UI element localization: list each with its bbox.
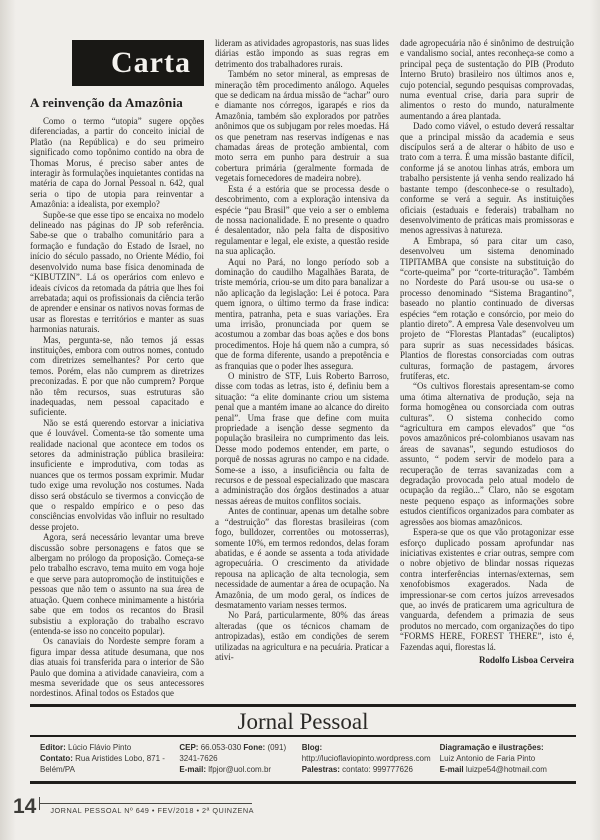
- masthead-design-block: [440, 742, 570, 775]
- email2-value: luizpe54@hotmail.com: [465, 765, 547, 774]
- paragraph: No Pará, particularmente, 80% das áreas alteradas (que os técnicos chamam de antropizadas), estão em condições de serem utilizadas na agricultura e na pecuária. Praticar a ativi-: [215, 610, 389, 662]
- article-body: [30, 38, 576, 698]
- paragraph: Também no setor mineral, as empresas de mineração têm procedimento análogo. Aqueles que se dedicam na árdua missão de “achar” ouro e diamante nos córregos, igarapés e rios da Amazônia, também são explorados por patrões anônimos que os subjugam por reles moedas. Há os que penetram nas reservas indígenas e nas chamadas áreas de proteção ambiental, com moto serra em punho para destruir a sua cobertura primária (geralmente formada de vegetais fornecedores de madeira nobre).: [215, 69, 389, 184]
- issue-info: JORNAL PESSOAL Nº 649 • FEV/2018 • 2ª QUINZENA: [40, 803, 252, 815]
- paragraph: Espera-se que os que vão protagonizar esse esforço duplicado possam aprofundar nas iniciativas existentes e criar outras, sempre com o nobre objetivo de blindar nossas riquezas contra interferências internas/externas, sem xenofobismos exagerados. Nada de impressionar-se com certos juízos arrevesados que, ao invés de praticarem uma agricultura de vanguarda, defendem a primazia de seus produtos no mercado, com organizações do tipo “FORMS HERE, FOREST THERE”, isto é, Fazendas aqui, florestas lá.: [400, 527, 574, 652]
- paragraph: A Embrapa, só para citar um caso, desenvolveu um sistema denominado TIPITAMBA que consiste na substituição do “corte-queima” por “corte-trituração”. Também no Nordeste do Pará usou-se ou usa-se o processo denominado “Sistema Bragantino”, baseado no plantio continuado de diversas espécies “em rotação e consórcio, por meio do plantio direto”. A empresa Vale desenvolveu um projeto de “Florestas Plantadas” (eucaliptos) para suprir as suas necessidades básicas. Plantios de florestas consorciadas com outras culturas, formação de pastagem, árvores frutíferas, etc.: [400, 235, 574, 381]
- contact-address: Rua Aristides Lobo, 871 - Belém/PA: [40, 754, 165, 774]
- author-byline: Rodolfo Lisboa Cerveira: [479, 654, 574, 665]
- masthead-cep-block: [179, 742, 292, 775]
- masthead-title: Jornal Pessoal: [30, 707, 576, 737]
- paragraph: Antes de continuar, apenas um detalhe sobre a “destruição” das florestas brasileiras (com fogo, bulldozer, correntões ou motosserras), somente 10%, em termos redondos, delas foram abatidas, e é aonde se assenta a toda atividade agropecuária. O crescimento da atividade repousa na aplicação de alta tecnologia, sem necessidade de aumentar a área de ocupação. Na Amazônia, de um modo geral, os índices de desmatamento variam nesses termos.: [215, 506, 389, 610]
- section-label: Carta: [111, 46, 191, 79]
- masthead-blog-block: [302, 742, 431, 775]
- paragraph: dade agropecuária não é sinônimo de destruição e vandalismo social, antes reconheça-se como a principal peça de sustentação do PIB (Produto Interno Bruto) brasileiro nos últimos anos e, cujo potencial, segundo pesquisas comprovadas, numa eventual crise, daria para suprir de alimentos o resto do mundo, naturalmente aumentando a área plantada.: [400, 38, 574, 121]
- column-1: [30, 38, 204, 698]
- masthead-info: [30, 737, 576, 781]
- paragraph: Os canaviais do Nordeste sempre foram a figura impar dessa atitude desumana, que nos dias atuais foi transferida para o interior de São Paulo que domina a atividade canavieira, com a mesma severidade que os seus antecessores nordestinos. Afinal todos os Estados que: [30, 636, 204, 698]
- paragraph: Esta é a estória que se processa desde o descobrimento, com a exploração intensiva da espécie “pau Brasil” que veio a ser o emblema de nossa nacionalidade. E no presente o quadro é desalentador, não pela falta de dispositivo regulamentar e legal, ele existe, a questão reside na sua aplicação.: [215, 183, 389, 257]
- editor-name: Lúcio Flávio Pinto: [68, 743, 132, 752]
- paragraph: “Os cultivos florestais apresentam-se como uma ótima alternativa de produção, seja na forma homogênea ou consorciada com outras culturas”. O sistema conhecido como “agricultura em campos elevados” que “os povos amazônicos pré-colombianos usavam nas áreas de savanas”, segundo estudiosos do assunto, “ podem servir de modelo para a recuperação de terras savanizadas com a degradação provocada pelo atual modelo de ocupação da região...” Claro, não se esgotam neste pequeno espaço as informações sobre estudos científicos organizados para combater as agressões aos biomas amazônicos.: [400, 381, 574, 527]
- email-value: lfpjor@uol.com.br: [208, 765, 272, 774]
- palestras-label: Palestras:: [301, 765, 340, 774]
- section-header-carta: [72, 40, 204, 86]
- paragraph: O ministro de STF, Luis Roberto Barroso, disse com todas as letras, isto é, definiu bem a situação: “a elite dominante criou um sistema penal que a mantém imane ao alcance do direito penal”. Uma frase que define com muita propriedade a isenção desse segmento da população brasileira no cumprimento das leis. Desse modo podemos entender, em parte, o porquê de nossas agruras no campo e na cidade. Some-se a isso, a insuficiência ou falta de recursos e de pessoal especializado que mascara a administração dos órgãos destinados a atuar nessas aéreas de muitos conflitos sociais.: [215, 371, 389, 506]
- paragraph: Aqui no Pará, no longo período sob a dominação do caudilho Magalhães Barata, de triste memória, criou-se um dito para banalizar a não aplicação da legislação: Lei é potoca. Para quem ignora, o último termo da frase indica: mentira, patranha, peta e suas variações. Era uma irrisão, pronunciada por quem se acostumou a zombar das boas ações e dos bons procedimentos. Hoje há quem não a cumpra, só que de forma diferente, usando a prepotência e as franquias que o poder lhes assegura.: [215, 256, 389, 371]
- masthead-editor-block: [40, 742, 170, 775]
- paragraph: Como o termo “utopia” sugere opções diferenciadas, a partir do conceito inicial de Platão (na República) e do seu primeiro significado como topônimo contido na obra de Thomas Morus, é preciso saber antes de interagir às formulações inquietantes contidas na matéria de capa do Jornal Pessoal n. 642, qual seria o tipo de utopia para reinventar a Amazônia: a idealista, por exemplo?: [30, 116, 204, 210]
- column-2: [215, 38, 389, 698]
- palestras-value: contato: 999777626: [342, 765, 413, 774]
- paragraph: Supõe-se que esse tipo se encaixa no modelo delineado nas páginas do JP sob referência. Sabe-se que o trabalho comunitário para a formação e fundação do Estado de Israel, no início do século passado, no Oriente Médio, foi desenvolvido numa base física denominada de “KIBUTZIN”. Lá os operários com enlevo e ideais cívicos da retomada da pátria que lhes foi arrebatada; aqui os profissionais da ciência terão de aprender e ensinar os nativos novas formas de usar as florestas e territórios e manter as suas harmonias naturais.: [30, 209, 204, 335]
- email2-label: E-mail: [439, 765, 464, 774]
- paragraph: Mas, pergunta-se, não temos já essas instituições, embora com outros nomes, contudo com diretrizes semelhantes? Por certo que temos. Porém, elas não cumprem as diretrizes preconizadas. E por que não cumprem? Porque não têm recursos, suas estruturas são inadequadas, nem pessoal capacitado e suficiente.: [30, 334, 204, 418]
- contact-label: Contato:: [40, 754, 73, 763]
- column-3: [400, 38, 574, 698]
- cep-label: CEP:: [179, 743, 199, 752]
- article-title: A reinvenção da Amazônia: [30, 95, 183, 110]
- cep-value: 66.053-030: [200, 743, 242, 752]
- page-number: 14: [13, 795, 37, 818]
- paragraph: Dado como viável, o estudo deverá ressaltar que a principal missão da academia e seus discípulos será a de alterar o hábito de uso e trato com a terra. É uma missão bastante difícil, conforme já se anotou linhas atrás, embora um trabalho persistente já venha sendo realizado há bastante tempo (desconhece-se o resultado), conforme se verá a seguir. As instituições oficiais (estaduais e federais) trabalham no desenvolvimento de práticas mais promissoras e menos agressivas à natureza.: [400, 121, 574, 236]
- blog-label: Blog:: [301, 743, 323, 752]
- paragraph: Agora, será necessário levantar uma breve discussão sobre personagens e fatos que se albergam no prólogo da proposição. Começa-se pelo trabalho escravo, tema muito em voga hoje e que serve para autopromoção de instituições e pessoas que não tem o assunto na sua área de atuação. Quem conhece minimamente a história sabe que em todos os recantos do Brasil subsistiu a exploração do trabalho escravo (entenda-se isso no conceito popular).: [30, 532, 204, 636]
- fone-value: (091) 3241-7626: [179, 743, 287, 763]
- email-label: E-mail:: [179, 765, 207, 774]
- diagramacao-label: Diagramação e ilustrações:: [439, 743, 544, 752]
- masthead-box: [30, 704, 576, 784]
- blog-url: http://lucioflaviopinto.wordpress.com: [301, 754, 431, 763]
- page-footer: [13, 795, 255, 818]
- fone-label: Fone:: [243, 743, 266, 752]
- diagramacao-name: Luiz Antonio de Faria Pinto: [439, 754, 536, 763]
- paragraph: Não se está querendo estorvar a iniciativa que é louvável. Comenta-se tão somente uma realidade nacional que acontece em todos os setores da administração pública brasileira: insuficiente e improdutiva, com todas as nuances que os termos possam exprimir. Mudar tudo exige uma revolução nos costumes. Nada disso será obstáculo se tivermos a convicção de que o respaldo empírico e o peso das consciências envolvidas vão influir no resultado desse projeto.: [30, 417, 204, 532]
- editor-label: Editor:: [40, 743, 66, 752]
- paragraph: lideram as atividades agropastoris, nas suas lides diárias estão impondo as suas regras em detrimento dos trabalhadores rurais.: [215, 38, 389, 69]
